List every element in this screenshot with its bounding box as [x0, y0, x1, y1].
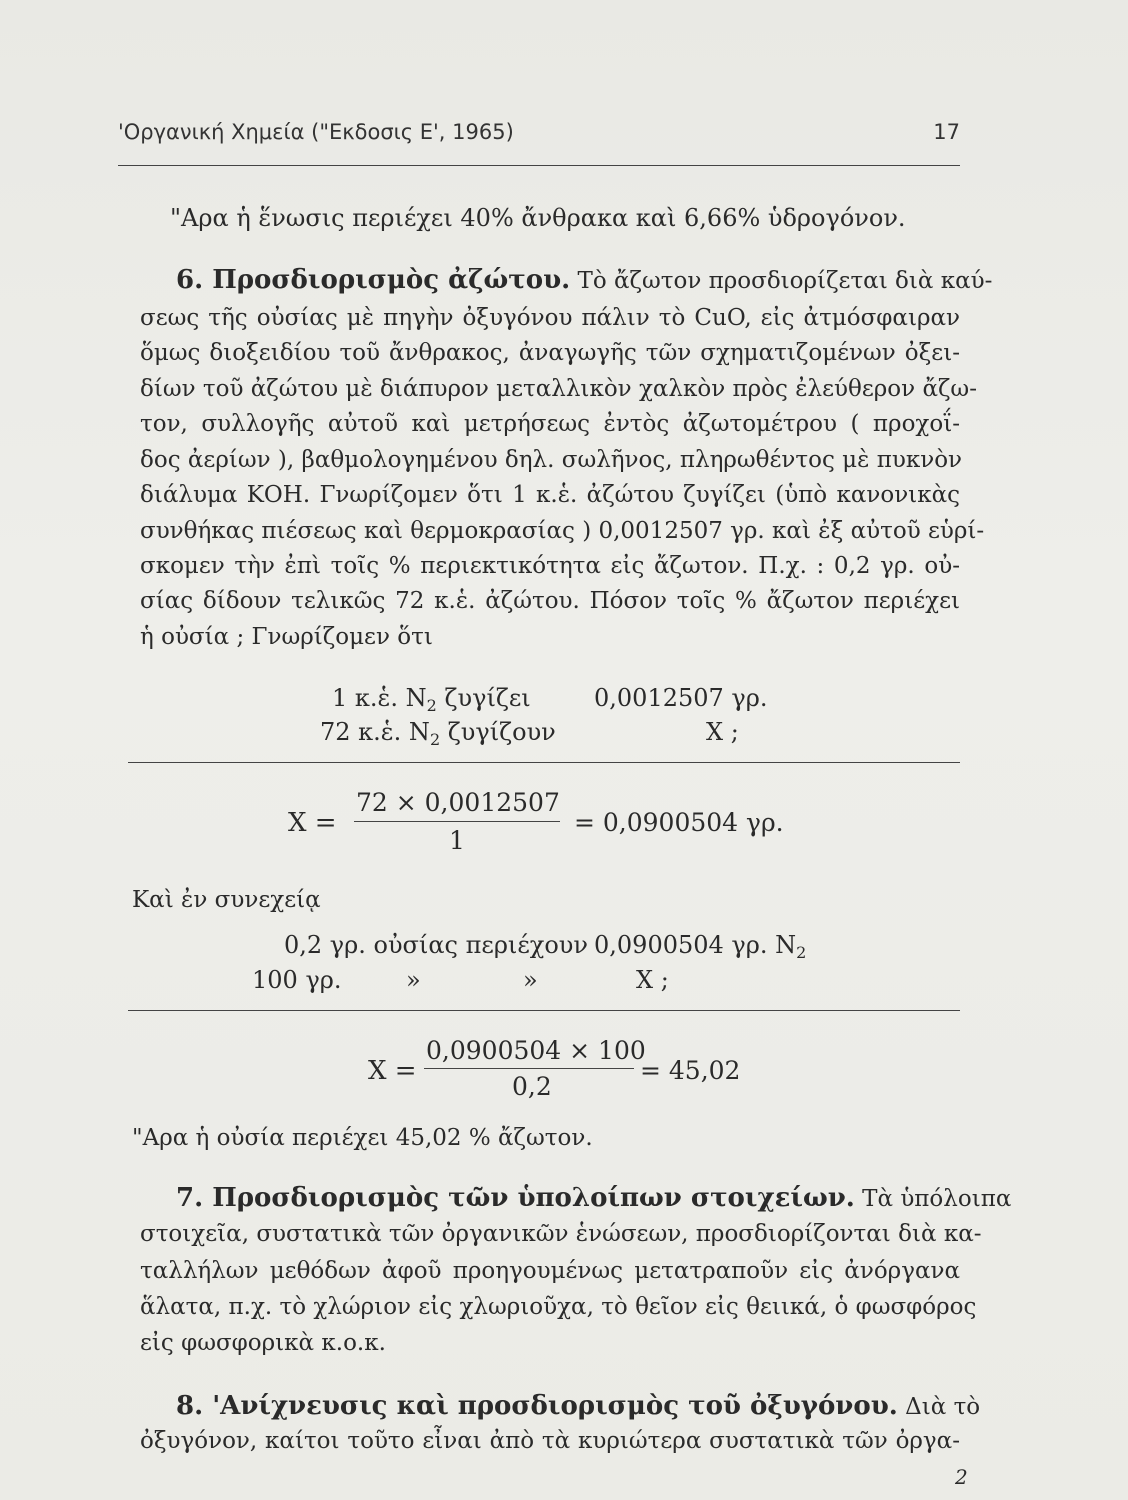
running-header	[118, 120, 960, 160]
ditto-mark: »	[406, 966, 421, 994]
section6-line: Τὸ ἄζωτον προσδιορίζεται διὰ καύ-	[577, 268, 993, 294]
header-title: 'Οργανική Χημεία ("Εκδοσις Ε', 1965)	[118, 120, 514, 144]
continue-text: Καὶ ἐν συνεχείᾳ	[132, 887, 321, 913]
section8-line: ὀξυγόνον, καίτοι τοῦτο εἶναι ἀπὸ τὰ κυριώτερα συστατικὰ τῶν ὀργα-	[140, 1428, 960, 1454]
conclusion: "Αρα ἡ οὐσία περιέχει 45,02 % ἄζωτον.	[132, 1125, 593, 1151]
equation2-lhs: X =	[368, 1056, 417, 1086]
signature-mark: 2	[955, 1465, 968, 1489]
proportion2-row2-right: X ;	[636, 966, 669, 994]
intro-line: "Αρα ἡ ἕνωσις περιέχει 40% ἄνθρακα καὶ 6,66% ὑδρογόνον.	[170, 204, 906, 232]
equation2-fraction-bar	[424, 1068, 634, 1069]
section6-first-line	[176, 265, 993, 296]
section6-heading: 6. Προσδιορισμὸς ἀζώτου.	[176, 265, 571, 295]
section6-line: διάλυμα ΚΟΗ. Γνωρίζομεν ὅτι 1 κ.ἑ. ἀζώτου ζυγίζει (ὑπὸ κανονικὰς	[140, 482, 960, 508]
section7-line: ἅλατα, π.χ. τὸ χλώριον εἰς χλωριοῦχα, τὸ θεῖον εἰς θειικά, ὁ φωσφόρος	[140, 1294, 977, 1320]
section6-line: ὅμως διοξειδίου τοῦ ἄνθρακος, ἀναγωγῆς τῶν σχηματιζομένων ὀξει-	[140, 340, 960, 366]
equation1-denominator: 1	[449, 826, 465, 855]
section7-line: στοιχεῖα, συστατικὰ τῶν ὀργανικῶν ἑνώσεων, προσδιορίζονται διὰ κα-	[140, 1221, 982, 1247]
proportion2-row1-left: 0,2 γρ. οὐσίας περιέχουν	[284, 931, 588, 959]
equation1-fraction-bar	[354, 821, 560, 822]
section6-line: δος ἀερίων ), βαθμολογημένου δηλ. σωλῆνος, πληρωθέντος μὲ πυκνὸν	[140, 447, 963, 473]
section6-line: σεως τῆς οὐσίας μὲ πηγὴν ὀξυγόνου πάλιν τὸ CuO, εἰς ἀτμόσφαιραν	[140, 305, 960, 331]
section7-heading: 7. Προσδιορισμὸς τῶν ὑπολοίπων στοιχείων.	[176, 1183, 855, 1213]
equation1-numerator: 72 × 0,0012507	[356, 788, 560, 817]
proportion1-row1-right: 0,0012507 γρ.	[594, 684, 768, 712]
divider-rule	[128, 762, 960, 763]
section6-line: συνθήκας πιέσεως καὶ θερμοκρασίας ) 0,0012507 γρ. καὶ ἐξ αὐτοῦ εὑρί-	[140, 518, 985, 544]
proportion2-row2-left: 100 γρ.	[252, 966, 342, 994]
page-number: 17	[933, 120, 960, 144]
proportion1-row2-right: X ;	[706, 718, 739, 746]
proportion1-row1-left: 1 κ.ἑ. $N_2$ ζυγίζει	[332, 684, 531, 715]
section7-line: ταλλήλων μεθόδων ἀφοῦ προηγουμένως μετατραποῦν εἰς ἀνόργανα	[140, 1258, 960, 1284]
section8-heading: 8. 'Ανίχνευσις καὶ προσδιορισμὸς τοῦ ὀξυγόνου.	[176, 1391, 898, 1421]
equation1-lhs: X =	[288, 808, 337, 838]
section7-first-line: 7. Προσδιορισμὸς τῶν ὑπολοίπων στοιχείων. Τὰ ὑπόλοιπα	[176, 1183, 1012, 1213]
equation2-numerator: 0,0900504 × 100	[426, 1036, 646, 1065]
proportion2-row1-right: 0,0900504 γρ. $N_2$	[594, 931, 807, 962]
section7-line: εἰς φωσφορικὰ κ.ο.κ.	[140, 1330, 386, 1356]
header-rule	[118, 165, 960, 166]
equation2-rhs: = 45,02	[640, 1056, 741, 1085]
section6-line: σίας δίδουν τελικῶς 72 κ.ἑ. ἀζώτου. Πόσον τοῖς % ἄζωτον περιέχει	[140, 588, 960, 614]
section6-line: ἡ οὐσία ; Γνωρίζομεν ὅτι	[140, 624, 433, 650]
ditto-mark: »	[523, 966, 538, 994]
divider-rule	[128, 1010, 960, 1011]
equation1-rhs: = 0,0900504 γρ.	[574, 808, 784, 837]
section6-line: σκομεν τὴν ἐπὶ τοῖς % περιεκτικότητα εἰς ἄζωτον. Π.χ. : 0,2 γρ. οὐ-	[140, 553, 960, 579]
section8-first-line: 8. 'Ανίχνευσις καὶ προσδιορισμὸς τοῦ ὀξυγόνου. Διὰ τὸ	[176, 1391, 981, 1421]
equation2-denominator: 0,2	[512, 1072, 552, 1101]
section6-line: τον, συλλογῆς αὐτοῦ καὶ μετρήσεως ἐντὸς ἀζωτομέτρου ( προχοΐ-	[140, 411, 960, 437]
proportion1-row2-left: 72 κ.ἑ. $N_2$ ζυγίζουν	[320, 718, 556, 749]
section6-line: δίων τοῦ ἀζώτου μὲ διάπυρον μεταλλικὸν χαλκὸν πρὸς ἐλεύθερον ἄζω-	[140, 376, 977, 402]
